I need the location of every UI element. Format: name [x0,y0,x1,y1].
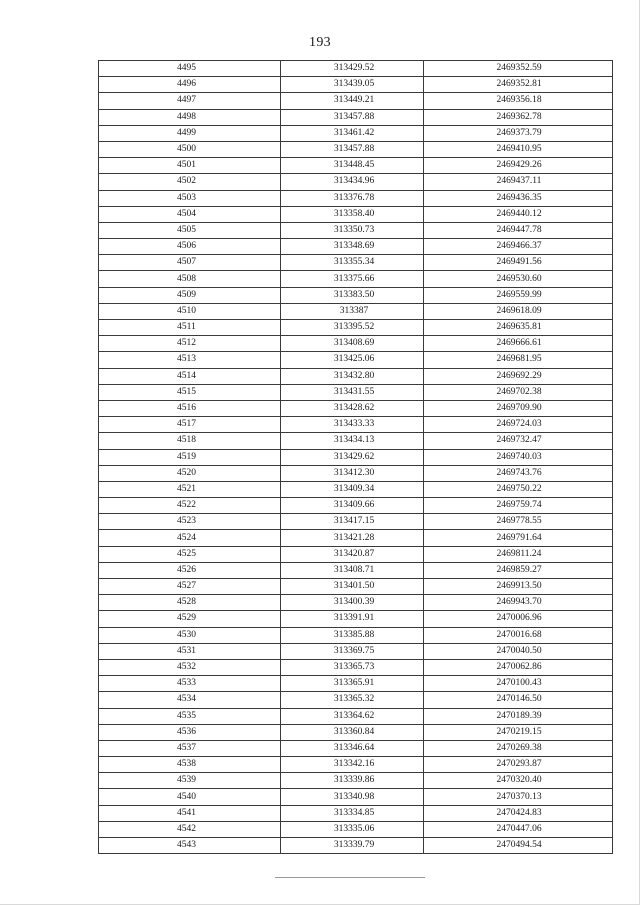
x-coordinate-cell: 313461.42 [281,125,424,141]
y-coordinate-cell: 2469491.56 [424,255,613,271]
table-row [99,125,613,141]
point-number-cell: 4518 [99,433,281,449]
y-coordinate-cell: 2469362.78 [424,109,613,125]
y-coordinate-cell: 2469352.81 [424,77,613,93]
y-coordinate-cell: 2469466.37 [424,239,613,255]
point-number-cell: 4529 [99,611,281,627]
x-coordinate-cell: 313355.34 [281,255,424,271]
x-coordinate-cell: 313348.69 [281,239,424,255]
table-row [99,352,613,368]
table-row [99,174,613,190]
point-number-cell: 4515 [99,384,281,400]
y-coordinate-cell: 2469373.79 [424,125,613,141]
point-number-cell: 4535 [99,708,281,724]
table-row [99,676,613,692]
table-row [99,417,613,433]
x-coordinate-cell: 313387 [281,303,424,319]
point-number-cell: 4525 [99,546,281,562]
x-coordinate-cell: 313433.33 [281,417,424,433]
point-number-cell: 4508 [99,271,281,287]
coordinates-table [98,60,613,854]
point-number-cell: 4504 [99,206,281,222]
point-number-cell: 4500 [99,141,281,157]
table-row [99,287,613,303]
table-row [99,627,613,643]
point-number-cell: 4527 [99,579,281,595]
x-coordinate-cell: 313365.73 [281,659,424,675]
x-coordinate-cell: 313335.06 [281,821,424,837]
y-coordinate-cell: 2469437.11 [424,174,613,190]
table-row [99,433,613,449]
x-coordinate-cell: 313457.88 [281,109,424,125]
y-coordinate-cell: 2470293.87 [424,757,613,773]
y-coordinate-cell: 2470320.40 [424,773,613,789]
x-coordinate-cell: 313395.52 [281,320,424,336]
x-coordinate-cell: 313364.62 [281,708,424,724]
point-number-cell: 4526 [99,562,281,578]
table-row [99,562,613,578]
point-number-cell: 4495 [99,61,281,77]
x-coordinate-cell: 313448.45 [281,158,424,174]
table-row [99,530,613,546]
y-coordinate-cell: 2470146.50 [424,692,613,708]
point-number-cell: 4538 [99,757,281,773]
y-coordinate-cell: 2469750.22 [424,481,613,497]
table-row [99,659,613,675]
point-number-cell: 4496 [99,77,281,93]
x-coordinate-cell: 313429.62 [281,449,424,465]
table-row [99,303,613,319]
x-coordinate-cell: 313383.50 [281,287,424,303]
point-number-cell: 4509 [99,287,281,303]
table-row [99,400,613,416]
table-row [99,109,613,125]
x-coordinate-cell: 313439.05 [281,77,424,93]
table-row [99,579,613,595]
y-coordinate-cell: 2470370.13 [424,789,613,805]
point-number-cell: 4521 [99,481,281,497]
table-row [99,757,613,773]
table-row [99,320,613,336]
x-coordinate-cell: 313339.79 [281,838,424,854]
point-number-cell: 4507 [99,255,281,271]
x-coordinate-cell: 313401.50 [281,579,424,595]
y-coordinate-cell: 2469778.55 [424,514,613,530]
table-row [99,190,613,206]
point-number-cell: 4503 [99,190,281,206]
x-coordinate-cell: 313340.98 [281,789,424,805]
x-coordinate-cell: 313429.52 [281,61,424,77]
point-number-cell: 4543 [99,838,281,854]
bottom-divider [275,877,425,878]
point-number-cell: 4506 [99,239,281,255]
table-row [99,692,613,708]
x-coordinate-cell: 313376.78 [281,190,424,206]
y-coordinate-cell: 2470494.54 [424,838,613,854]
table-row [99,271,613,287]
table-row [99,222,613,238]
x-coordinate-cell: 313375.66 [281,271,424,287]
x-coordinate-cell: 313417.15 [281,514,424,530]
point-number-cell: 4524 [99,530,281,546]
y-coordinate-cell: 2470016.68 [424,627,613,643]
table-row [99,498,613,514]
y-coordinate-cell: 2469702.38 [424,384,613,400]
y-coordinate-cell: 2469559.99 [424,287,613,303]
x-coordinate-cell: 313408.71 [281,562,424,578]
point-number-cell: 4502 [99,174,281,190]
table-row [99,61,613,77]
x-coordinate-cell: 313434.96 [281,174,424,190]
x-coordinate-cell: 313400.39 [281,595,424,611]
table-row [99,805,613,821]
y-coordinate-cell: 2469635.81 [424,320,613,336]
y-coordinate-cell: 2470269.38 [424,740,613,756]
table-row [99,546,613,562]
table-row [99,77,613,93]
x-coordinate-cell: 313391.91 [281,611,424,627]
y-coordinate-cell: 2469732.47 [424,433,613,449]
point-number-cell: 4513 [99,352,281,368]
y-coordinate-cell: 2470447.06 [424,821,613,837]
y-coordinate-cell: 2469791.64 [424,530,613,546]
y-coordinate-cell: 2469440.12 [424,206,613,222]
table-row [99,255,613,271]
x-coordinate-cell: 313360.84 [281,724,424,740]
x-coordinate-cell: 313425.06 [281,352,424,368]
page-number: 193 [309,35,331,50]
point-number-cell: 4510 [99,303,281,319]
x-coordinate-cell: 313339.86 [281,773,424,789]
x-coordinate-cell: 313409.66 [281,498,424,514]
y-coordinate-cell: 2469811.24 [424,546,613,562]
x-coordinate-cell: 313457.88 [281,141,424,157]
x-coordinate-cell: 313412.30 [281,465,424,481]
y-coordinate-cell: 2469666.61 [424,336,613,352]
x-coordinate-cell: 313385.88 [281,627,424,643]
y-coordinate-cell: 2469410.95 [424,141,613,157]
x-coordinate-cell: 313365.91 [281,676,424,692]
table-row [99,708,613,724]
table-row [99,368,613,384]
point-number-cell: 4511 [99,320,281,336]
y-coordinate-cell: 2470062.86 [424,659,613,675]
x-coordinate-cell: 313334.85 [281,805,424,821]
point-number-cell: 4512 [99,336,281,352]
table-row [99,724,613,740]
point-number-cell: 4531 [99,643,281,659]
y-coordinate-cell: 2470040.50 [424,643,613,659]
point-number-cell: 4541 [99,805,281,821]
point-number-cell: 4498 [99,109,281,125]
table-row [99,611,613,627]
point-number-cell: 4539 [99,773,281,789]
y-coordinate-cell: 2469709.90 [424,400,613,416]
point-number-cell: 4530 [99,627,281,643]
point-number-cell: 4533 [99,676,281,692]
x-coordinate-cell: 313449.21 [281,93,424,109]
table-row [99,239,613,255]
x-coordinate-cell: 313431.55 [281,384,424,400]
point-number-cell: 4516 [99,400,281,416]
table-row [99,740,613,756]
table-row [99,384,613,400]
x-coordinate-cell: 313346.64 [281,740,424,756]
point-number-cell: 4522 [99,498,281,514]
y-coordinate-cell: 2470006.96 [424,611,613,627]
point-number-cell: 4499 [99,125,281,141]
x-coordinate-cell: 313342.16 [281,757,424,773]
x-coordinate-cell: 313369.75 [281,643,424,659]
point-number-cell: 4497 [99,93,281,109]
x-coordinate-cell: 313408.69 [281,336,424,352]
y-coordinate-cell: 2469692.29 [424,368,613,384]
x-coordinate-cell: 313434.13 [281,433,424,449]
y-coordinate-cell: 2469859.27 [424,562,613,578]
y-coordinate-cell: 2469530.60 [424,271,613,287]
y-coordinate-cell: 2469447.78 [424,222,613,238]
y-coordinate-cell: 2469618.09 [424,303,613,319]
y-coordinate-cell: 2469429.26 [424,158,613,174]
point-number-cell: 4542 [99,821,281,837]
y-coordinate-cell: 2469943.70 [424,595,613,611]
y-coordinate-cell: 2469740.03 [424,449,613,465]
y-coordinate-cell: 2469724.03 [424,417,613,433]
point-number-cell: 4501 [99,158,281,174]
y-coordinate-cell: 2469743.76 [424,465,613,481]
table-row [99,514,613,530]
point-number-cell: 4523 [99,514,281,530]
x-coordinate-cell: 313365.32 [281,692,424,708]
y-coordinate-cell: 2469436.35 [424,190,613,206]
point-number-cell: 4517 [99,417,281,433]
table-row [99,141,613,157]
y-coordinate-cell: 2469356.18 [424,93,613,109]
y-coordinate-cell: 2470424.83 [424,805,613,821]
point-number-cell: 4520 [99,465,281,481]
point-number-cell: 4540 [99,789,281,805]
y-coordinate-cell: 2470100.43 [424,676,613,692]
table-row [99,206,613,222]
point-number-cell: 4537 [99,740,281,756]
x-coordinate-cell: 313421.28 [281,530,424,546]
point-number-cell: 4519 [99,449,281,465]
y-coordinate-cell: 2469759.74 [424,498,613,514]
point-number-cell: 4528 [99,595,281,611]
table-row [99,465,613,481]
table-row [99,838,613,854]
point-number-cell: 4505 [99,222,281,238]
table-row [99,481,613,497]
table-row [99,93,613,109]
table-row [99,595,613,611]
x-coordinate-cell: 313420.87 [281,546,424,562]
table-row [99,821,613,837]
x-coordinate-cell: 313358.40 [281,206,424,222]
point-number-cell: 4532 [99,659,281,675]
x-coordinate-cell: 313432.80 [281,368,424,384]
coordinates-table-body [99,61,613,854]
table-row [99,773,613,789]
x-coordinate-cell: 313428.62 [281,400,424,416]
table-row [99,158,613,174]
x-coordinate-cell: 313409.34 [281,481,424,497]
y-coordinate-cell: 2469352.59 [424,61,613,77]
point-number-cell: 4534 [99,692,281,708]
y-coordinate-cell: 2469681.95 [424,352,613,368]
table-row [99,336,613,352]
y-coordinate-cell: 2469913.50 [424,579,613,595]
y-coordinate-cell: 2470219.15 [424,724,613,740]
x-coordinate-cell: 313350.73 [281,222,424,238]
y-coordinate-cell: 2470189.39 [424,708,613,724]
point-number-cell: 4514 [99,368,281,384]
table-row [99,449,613,465]
table-row [99,643,613,659]
table-row [99,789,613,805]
point-number-cell: 4536 [99,724,281,740]
